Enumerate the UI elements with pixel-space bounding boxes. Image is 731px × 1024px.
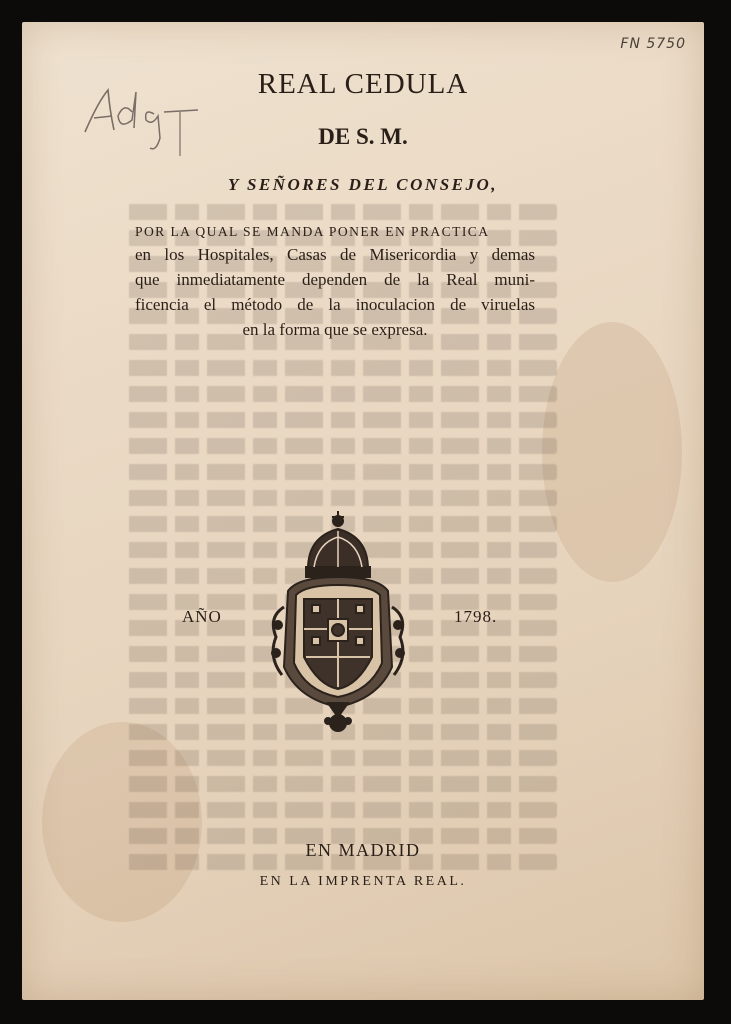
document-subtitle: DE S. M.	[318, 124, 408, 149]
royal-coat-of-arms-icon	[258, 507, 418, 735]
body-last-line: en la forma que se expresa.	[242, 320, 428, 339]
body-caps-line: POR LA QUAL SE MANDA PONER EN PRACTICA	[135, 224, 490, 239]
document-page	[22, 22, 704, 1000]
body-line: que inmediatamente dependen de la Real muni-	[135, 270, 535, 289]
publication-year: 1798.	[454, 607, 498, 626]
publication-place: EN MADRID	[305, 840, 421, 860]
document-subtitle-2: Y SEÑORES DEL CONSEJO,	[227, 175, 499, 194]
body-line: ficencia el método de la inoculacion de viruelas	[135, 295, 535, 314]
archive-reference: FN 5750	[620, 36, 686, 52]
document-title: REAL CEDULA	[257, 68, 469, 100]
printer-name: EN LA IMPRENTA REAL.	[259, 874, 467, 889]
document-body	[135, 224, 535, 342]
body-line: en los Hospitales, Casas de Misericordia y demas	[135, 245, 535, 264]
date-label: AÑO	[182, 607, 222, 626]
paper-stain	[542, 322, 682, 582]
